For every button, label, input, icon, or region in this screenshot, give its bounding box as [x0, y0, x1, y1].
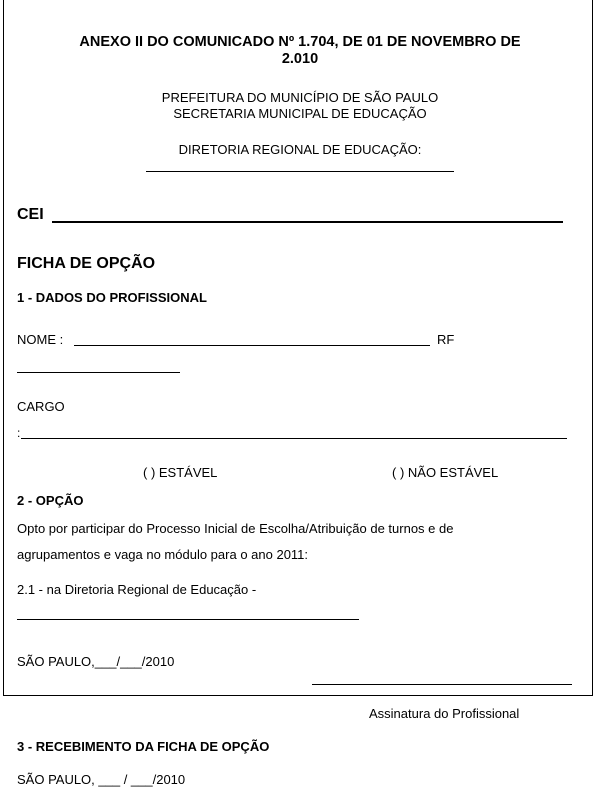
item-2-1-label: 2.1 - na Diretoria Regional de Educação -	[17, 582, 257, 597]
estavel-option[interactable]: ( ) ESTÁVEL	[143, 465, 218, 480]
prefeitura-label: PREFEITURA DO MUNICÍPIO DE SÃO PAULO	[161, 90, 439, 105]
cargo-field[interactable]	[21, 438, 567, 439]
rf-label: RF	[437, 332, 455, 347]
diretoria-blank-line[interactable]	[146, 171, 454, 172]
secretaria-label: SECRETARIA MUNICIPAL DE EDUCAÇÃO	[173, 106, 427, 121]
cei-field[interactable]	[52, 221, 563, 223]
cargo-prefix: :	[17, 426, 21, 440]
section2-date-line: SÃO PAULO,___/___/2010	[17, 654, 175, 669]
cargo-label: CARGO	[17, 399, 65, 414]
signature-label: Assinatura do Profissional	[369, 706, 520, 721]
nome-field[interactable]	[74, 345, 430, 346]
section2-title: 2 - OPÇÃO	[17, 493, 84, 508]
section1-title: 1 - DADOS DO PROFISSIONAL	[17, 290, 207, 305]
option-text-line2: agrupamentos e vaga no módulo para o ano 2011:	[17, 547, 309, 562]
rf-field[interactable]	[17, 372, 180, 373]
section3-title: 3 - RECEBIMENTO DA FICHA DE OPÇÃO	[17, 739, 270, 754]
cei-label: CEI	[17, 206, 44, 223]
nome-label: NOME :	[17, 332, 64, 347]
annex-title-line1: ANEXO II DO COMUNICADO Nº 1.704, DE 01 DE NOVEMBRO DE	[79, 34, 521, 50]
nao-estavel-option[interactable]: ( ) NÃO ESTÁVEL	[392, 465, 499, 480]
annex-title-line2: 2.010	[281, 51, 319, 67]
item-2-1-field[interactable]	[17, 619, 359, 620]
ficha-title: FICHA DE OPÇÃO	[17, 255, 156, 272]
section3-date-line: SÃO PAULO, ___ / ___/2010	[17, 772, 186, 787]
option-text-line1: Opto por participar do Processo Inicial de Escolha/Atribuição de turnos e de	[17, 521, 454, 536]
signature-line[interactable]	[312, 684, 572, 685]
diretoria-label: DIRETORIA REGIONAL DE EDUCAÇÃO:	[178, 142, 422, 157]
